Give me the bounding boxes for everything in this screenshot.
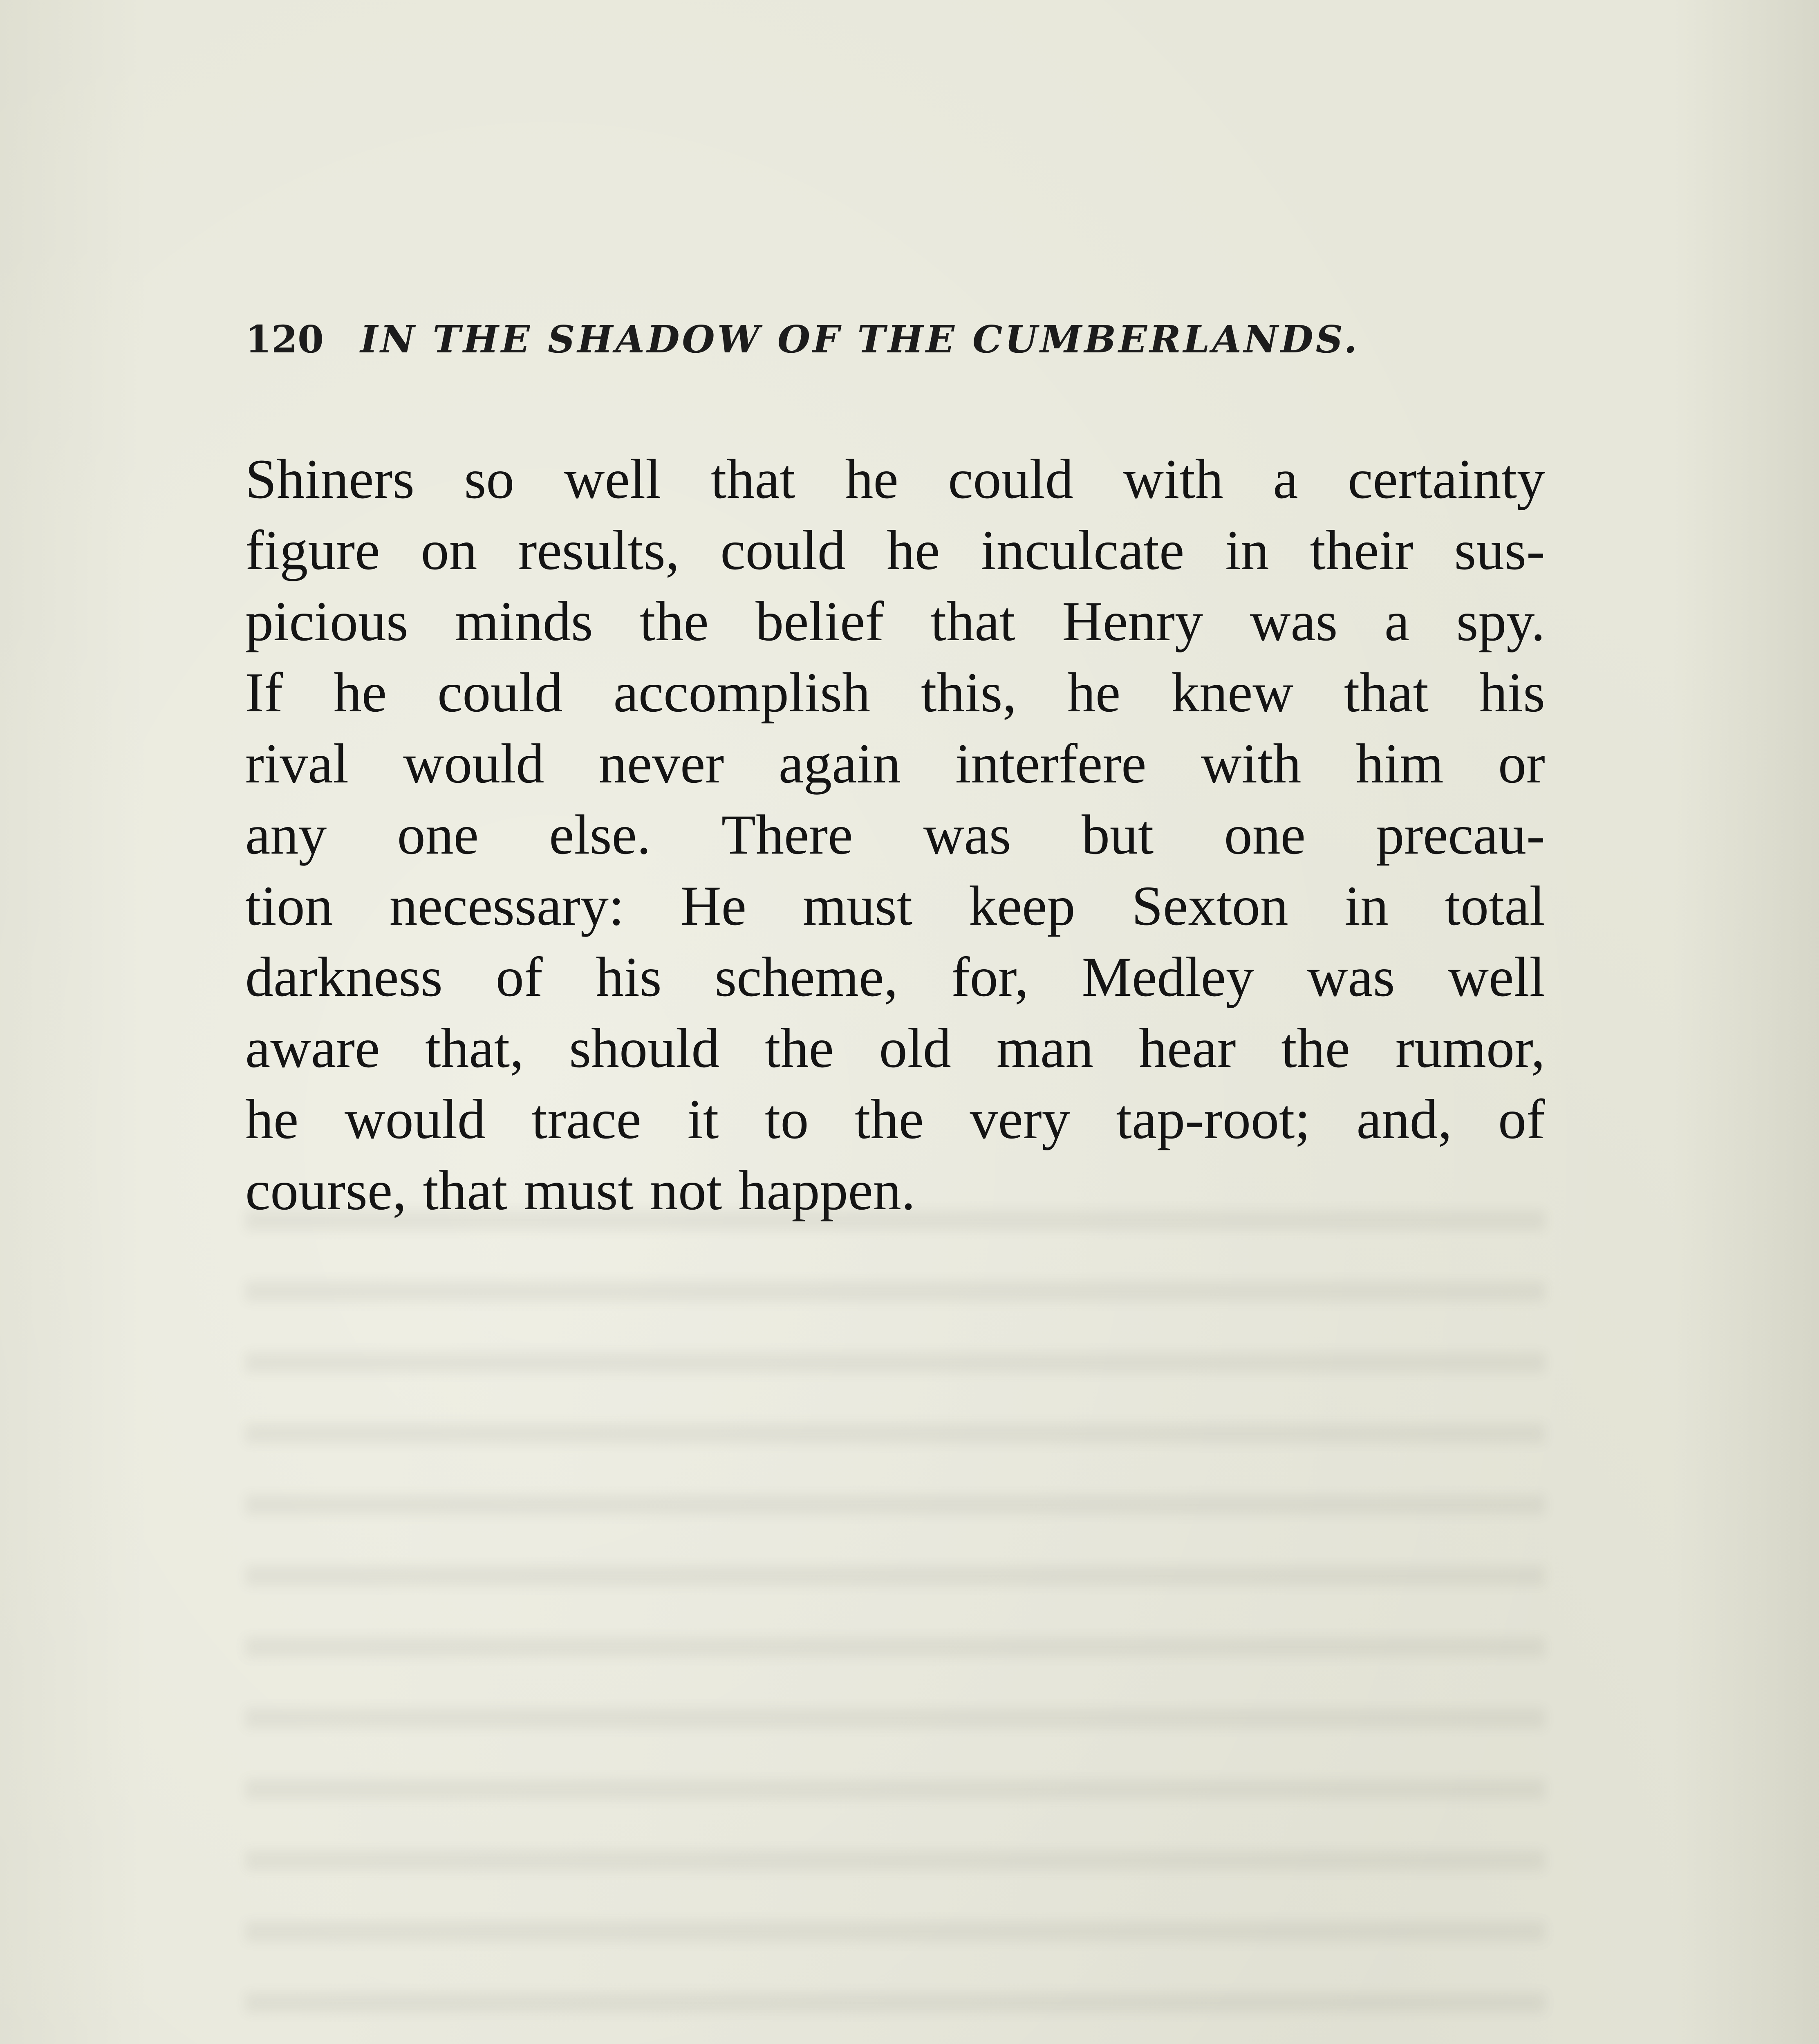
text-line (245, 515, 1545, 586)
word: for, (951, 946, 1029, 1008)
word: precau- (1376, 803, 1545, 866)
text-line (245, 799, 1545, 870)
word: darkness (245, 946, 443, 1008)
word: figure (245, 519, 380, 581)
word: interfere (955, 732, 1147, 795)
word: well (1448, 946, 1545, 1008)
word: sus- (1454, 519, 1545, 581)
word: with (1123, 448, 1223, 510)
word: of (495, 946, 543, 1008)
word: the (765, 1017, 834, 1079)
word: not (650, 1159, 722, 1221)
word: and, (1356, 1088, 1452, 1150)
word: necessary: (389, 874, 625, 937)
word: rumor, (1395, 1017, 1545, 1079)
word: he (333, 661, 387, 724)
word: one (397, 803, 479, 866)
word: or (1498, 732, 1545, 795)
word: so (464, 448, 515, 510)
word: he (845, 448, 898, 510)
text-line (245, 870, 1545, 941)
word: the (640, 590, 709, 652)
word: was (1250, 590, 1338, 652)
word: minds (455, 590, 593, 652)
word: with (1201, 732, 1302, 795)
word: else. (549, 803, 651, 866)
word: well (564, 448, 661, 510)
word: his (1479, 661, 1545, 724)
word: Sexton (1131, 874, 1288, 937)
word: would (345, 1088, 486, 1150)
word: he (245, 1088, 299, 1150)
word: trace (531, 1088, 641, 1150)
word: could (437, 661, 563, 724)
word: He (681, 874, 746, 937)
word: total (1445, 874, 1545, 937)
word: man (996, 1017, 1094, 1079)
word: must (802, 874, 913, 937)
word: certainty (1348, 448, 1545, 510)
word: There (721, 803, 853, 866)
word: in (1225, 519, 1269, 581)
word: could (720, 519, 846, 581)
word: his (596, 946, 662, 1008)
text-line (245, 586, 1545, 657)
word: on (421, 519, 477, 581)
word: never (598, 732, 724, 795)
word: of (1498, 1088, 1545, 1150)
word: that (930, 590, 1015, 652)
word: If (245, 661, 283, 724)
word: one (1224, 803, 1306, 866)
word: hear (1139, 1017, 1236, 1079)
text-line (245, 941, 1545, 1013)
word: should (569, 1017, 720, 1079)
word: results, (518, 519, 680, 581)
word: in (1344, 874, 1389, 937)
word: was (923, 803, 1011, 866)
word: Shiners (245, 448, 414, 510)
text-line (245, 444, 1545, 515)
word: inculcate (981, 519, 1185, 581)
word: belief (755, 590, 884, 652)
word: but (1081, 803, 1154, 866)
word: him (1355, 732, 1444, 795)
bleed-through-shadow (245, 1186, 1545, 2044)
word: a (1273, 448, 1298, 510)
word: their (1310, 519, 1414, 581)
word: he (1067, 661, 1121, 724)
word: course, (245, 1159, 407, 1221)
page-number: 120 (245, 317, 324, 361)
word: he (886, 519, 940, 581)
word: very (970, 1088, 1070, 1150)
text-line (245, 657, 1545, 728)
text-line (245, 728, 1545, 799)
word: again (778, 732, 901, 795)
word: Medley (1082, 946, 1254, 1008)
word: was (1307, 946, 1395, 1008)
word: spy. (1456, 590, 1545, 652)
word: would (403, 732, 544, 795)
word: tion (245, 874, 333, 937)
word: keep (969, 874, 1075, 937)
word: must (524, 1159, 634, 1221)
text-line (245, 1013, 1545, 1084)
word: rival (245, 732, 349, 795)
text-line (245, 1084, 1545, 1155)
word: Henry (1062, 590, 1203, 652)
word: tap-root; (1116, 1088, 1310, 1150)
running-head (245, 311, 1545, 368)
word: the (1281, 1017, 1350, 1079)
book-title: IN THE SHADOW OF THE CUMBERLANDS. (360, 317, 1360, 361)
word: to (765, 1088, 809, 1150)
word: any (245, 803, 327, 866)
word: that (1344, 661, 1429, 724)
word: could (948, 448, 1073, 510)
word: aware (245, 1017, 380, 1079)
word: accomplish (613, 661, 871, 724)
word: that (423, 1159, 508, 1221)
word: knew (1171, 661, 1294, 724)
word: happen. (738, 1159, 916, 1221)
word: this, (921, 661, 1017, 724)
word: that, (425, 1017, 524, 1079)
word: old (879, 1017, 951, 1079)
word: it (687, 1088, 719, 1150)
body-paragraph (245, 444, 1545, 1226)
word: the (855, 1088, 924, 1150)
word: scheme, (715, 946, 898, 1008)
word: a (1384, 590, 1410, 652)
word: picious (245, 590, 408, 652)
word: that (711, 448, 795, 510)
